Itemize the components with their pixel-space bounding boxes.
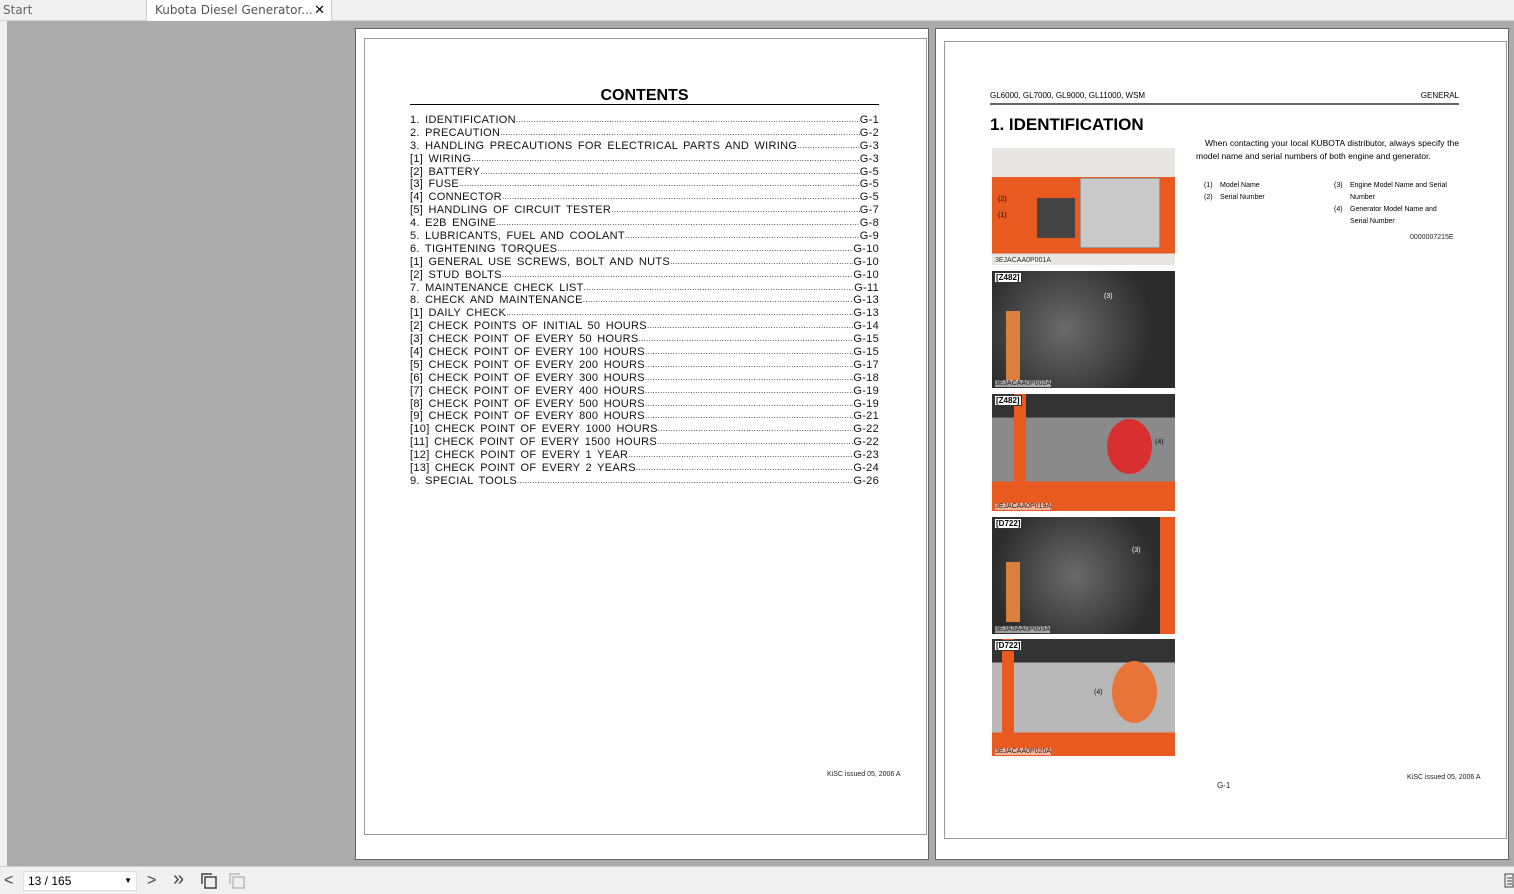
legend-text: Serial Number (1220, 194, 1265, 201)
photo-caption: 3EJACAA0P001A (995, 257, 1052, 264)
previous-page-button[interactable]: < (4, 872, 14, 889)
toc-leader (500, 127, 860, 140)
legend-right (1334, 180, 1454, 228)
photo-generator-z482 (992, 394, 1175, 511)
toc-leader (584, 282, 855, 295)
photo-caption: 3EJACAA0P019A (995, 503, 1052, 510)
toc-label: [3] CHECK POINT OF EVERY 50 HOURS (410, 333, 639, 346)
toc-entry[interactable] (410, 166, 879, 179)
tab-bar (0, 0, 1514, 21)
intro-paragraph: When contacting your local KUBOTA distributor, always specify the model name and serial numbers of both engine and generator. (1196, 138, 1459, 161)
toc-label: 6. TIGHTENING TORQUES (410, 242, 558, 255)
next-page-button[interactable]: > (147, 872, 157, 889)
photo-caption: 3EJA3AA0P003A (995, 626, 1050, 633)
photo-generator (992, 148, 1175, 265)
table-of-contents (410, 114, 879, 488)
toc-entry[interactable] (410, 449, 879, 462)
tab-start[interactable]: Start (3, 3, 33, 17)
contents-title: CONTENTS (410, 87, 879, 105)
toc-leader (471, 153, 860, 166)
toc-label: [11] CHECK POINT OF EVERY 1500 HOURS (410, 436, 657, 449)
toc-leader (797, 140, 860, 153)
toc-page: G-22 (853, 436, 879, 449)
toc-page: G-13 (853, 294, 879, 307)
legend-num: (4) (1334, 206, 1343, 213)
legend-num: (1) (1204, 182, 1213, 189)
toc-leader (583, 294, 854, 307)
toc-leader (657, 436, 853, 449)
toc-leader (645, 372, 853, 385)
toc-page: G-15 (853, 346, 879, 359)
frame (1014, 394, 1026, 511)
section-heading: 1. IDENTIFICATION (990, 115, 1144, 134)
frame (1002, 639, 1014, 756)
toc-entry[interactable] (410, 462, 879, 475)
toc-entry[interactable] (410, 282, 879, 295)
toc-label: [4] CONNECTOR (410, 191, 502, 204)
toc-label: [1] WIRING (410, 152, 472, 165)
toc-label: [5] HANDLING OF CIRCUIT TESTER (410, 204, 612, 217)
toc-leader (645, 346, 853, 359)
toc-leader (658, 423, 854, 436)
page-header (990, 91, 1459, 105)
toc-entry[interactable] (410, 204, 879, 217)
toc-page: G-5 (859, 165, 879, 178)
toc-entry[interactable] (410, 307, 879, 320)
toc-entry[interactable] (410, 372, 879, 385)
toc-entry[interactable] (410, 346, 879, 359)
callout: (1) (998, 212, 1007, 219)
toc-page: G-14 (853, 320, 879, 333)
toc-page: G-2 (859, 126, 879, 139)
page-number: G-1 (1217, 781, 1231, 790)
toc-page: G-1 (859, 114, 879, 126)
toc-page: G-11 (854, 281, 879, 294)
tab-document-label: Kubota Diesel Generator... (155, 3, 313, 17)
fuel-filter (1006, 311, 1020, 381)
photo-generator-d722 (992, 639, 1175, 756)
legend-left (1204, 180, 1265, 204)
toc-label: [7] CHECK POINT OF EVERY 400 HOURS (410, 384, 645, 397)
toc-label: [12] CHECK POINT OF EVERY 1 YEAR (410, 449, 629, 462)
toc-label: [9] CHECK POINT OF EVERY 800 HOURS (410, 410, 645, 423)
toc-entry[interactable] (410, 178, 879, 191)
toc-entry[interactable] (410, 385, 879, 398)
toc-page: G-19 (853, 384, 879, 397)
toc-entry[interactable] (410, 436, 879, 449)
toc-label: [8] CHECK POINT OF EVERY 500 HOURS (410, 397, 645, 410)
model-tag: [D722] (996, 519, 1021, 528)
legend-num: (3) (1334, 182, 1343, 189)
toc-leader (459, 178, 860, 191)
toc-label: [5] CHECK POINT OF EVERY 200 HOURS (410, 358, 645, 371)
toc-label: [6] CHECK POINT OF EVERY 300 HOURS (410, 371, 645, 384)
toc-page: G-26 (853, 474, 879, 487)
toc-entry[interactable] (410, 217, 879, 230)
menu-icon[interactable] (1504, 873, 1514, 889)
toc-label: [13] CHECK POINT OF EVERY 2 YEARS (410, 462, 636, 475)
toc-page: G-15 (853, 333, 879, 346)
toc-leader (670, 256, 853, 269)
control-panel (1037, 198, 1075, 238)
toc-page: G-10 (853, 268, 879, 281)
toc-entry[interactable] (410, 359, 879, 372)
close-tab-icon[interactable]: ✕ (314, 3, 325, 18)
toc-entry[interactable] (410, 191, 879, 204)
doc-code: 0000007215E (1410, 234, 1454, 241)
legend-text: Model Name (1220, 182, 1260, 189)
toc-label: [2] CHECK POINTS OF INITIAL 50 HOURS (410, 320, 647, 333)
photo-caption: 3EJACAA0P002A (995, 380, 1052, 387)
toc-page: G-19 (853, 397, 879, 410)
toc-label: [10] CHECK POINT OF EVERY 1000 HOURS (410, 423, 658, 436)
last-page-button[interactable]: » (173, 868, 185, 890)
toc-entry[interactable] (410, 423, 879, 436)
toc-page: G-22 (853, 423, 879, 436)
toc-label: [1] DAILY CHECK (410, 307, 507, 320)
toc-leader (502, 269, 854, 282)
toc-leader (647, 320, 853, 333)
toc-page: G-23 (853, 449, 879, 462)
toc-entry[interactable] (410, 127, 879, 140)
toc-label: 7. MAINTENANCE CHECK LIST (410, 281, 584, 294)
toc-label: 4. E2B ENGINE (410, 217, 497, 230)
toc-page: G-24 (853, 462, 879, 475)
toc-label: 8. CHECK AND MAINTENANCE (410, 294, 583, 307)
toc-entry[interactable] (410, 294, 879, 307)
toc-leader (480, 166, 859, 179)
toc-label: [1] GENERAL USE SCREWS, BOLT AND NUTS (410, 255, 671, 268)
photo-engine-d722 (992, 517, 1175, 634)
toc-entry[interactable] (410, 475, 879, 488)
toc-leader (645, 359, 853, 372)
model-tag: [Z482] (996, 273, 1020, 282)
toc-leader (645, 398, 853, 411)
toc-label: [2] STUD BOLTS (410, 268, 502, 281)
page-number-input[interactable] (23, 871, 137, 891)
toc-leader (502, 191, 860, 204)
toc-entry[interactable] (410, 243, 879, 256)
toc-label: 2. PRECAUTION (410, 126, 501, 139)
toc-page: G-21 (853, 410, 879, 423)
right-footer: KiSC issued 05, 2006 A (1407, 774, 1481, 781)
toc-page: G-8 (859, 217, 879, 230)
toc-entry[interactable] (410, 333, 879, 346)
left-footer: KiSC issued 05, 2006 A (827, 771, 901, 778)
frame (1160, 517, 1175, 634)
toc-entry[interactable] (410, 230, 879, 243)
callout: (2) (998, 196, 1007, 203)
toc-leader (496, 217, 860, 230)
toc-label: 9. SPECIAL TOOLS (410, 474, 518, 487)
toc-entry[interactable] (410, 269, 879, 282)
callout: (3) (1104, 293, 1113, 300)
toc-label: [3] FUSE (410, 178, 460, 191)
page-indicator: 13 / 165 (28, 874, 72, 888)
toc-leader (506, 307, 853, 320)
generator-cover (1107, 419, 1152, 474)
generator-panel (1080, 178, 1160, 248)
toc-page: G-13 (853, 307, 879, 320)
toc-entry[interactable] (410, 410, 879, 423)
header-title: GL6000, GL7000, GL9000, GL11000, WSM (990, 91, 1146, 100)
bottom-toolbar (0, 866, 1514, 894)
callout: (3) (1132, 547, 1141, 554)
legend-num: (2) (1204, 194, 1213, 201)
toc-page: G-10 (853, 255, 879, 268)
toc-leader (636, 462, 853, 475)
model-tag: [Z482] (996, 396, 1020, 405)
toc-entry[interactable] (410, 153, 879, 166)
toc-leader (611, 204, 860, 217)
photo-engine-z482 (992, 271, 1175, 388)
toc-leader (645, 385, 853, 398)
callout: (4) (1155, 439, 1164, 446)
toc-entry[interactable] (410, 320, 879, 333)
toc-leader (557, 243, 853, 256)
generator-cover (1112, 661, 1157, 723)
toc-label: 3. HANDLING PRECAUTIONS FOR ELECTRICAL PARTS AND WIRING (410, 139, 798, 152)
toc-entry[interactable] (410, 398, 879, 411)
toc-leader (628, 449, 853, 462)
model-tag: [D722] (996, 641, 1021, 650)
dropdown-arrow-icon[interactable]: ▼ (124, 876, 132, 885)
legend-text: Engine Model Name and Serial Number (1350, 182, 1447, 201)
toc-page: G-5 (859, 178, 879, 191)
toc-page: G-17 (853, 358, 879, 371)
toc-entry[interactable] (410, 140, 879, 153)
page-view-icon[interactable] (228, 872, 246, 890)
toc-leader (639, 333, 854, 346)
tab-document[interactable] (146, 0, 332, 21)
toc-label: [4] CHECK POINT OF EVERY 100 HOURS (410, 346, 645, 359)
fuel-filter (1006, 562, 1020, 622)
toc-leader (625, 230, 860, 243)
header-section: GENERAL (1420, 91, 1459, 100)
toc-label: [2] BATTERY (410, 165, 481, 178)
legend-text: Generator Model Name and Serial Number (1350, 206, 1437, 225)
toc-page: G-10 (853, 242, 879, 255)
toc-page: G-5 (859, 191, 879, 204)
toc-page: G-3 (859, 152, 879, 165)
toc-entry[interactable] (410, 256, 879, 269)
toc-page: G-3 (859, 139, 879, 152)
toc-leader (645, 410, 853, 423)
toc-leader (517, 475, 853, 488)
photo-caption: 3EJACAA0P020A (995, 748, 1052, 755)
toc-page: G-7 (859, 204, 879, 217)
callout: (4) (1094, 689, 1103, 696)
sidebar-collapsed[interactable] (0, 21, 7, 866)
toc-label: 5. LUBRICANTS, FUEL AND COOLANT (410, 230, 625, 243)
toc-page: G-9 (859, 230, 879, 243)
toc-entry[interactable] (410, 114, 879, 127)
rotate-view-icon[interactable] (200, 872, 218, 890)
toc-label: 1. IDENTIFICATION (410, 114, 516, 126)
toc-leader (516, 114, 860, 127)
toc-page: G-18 (853, 371, 879, 384)
